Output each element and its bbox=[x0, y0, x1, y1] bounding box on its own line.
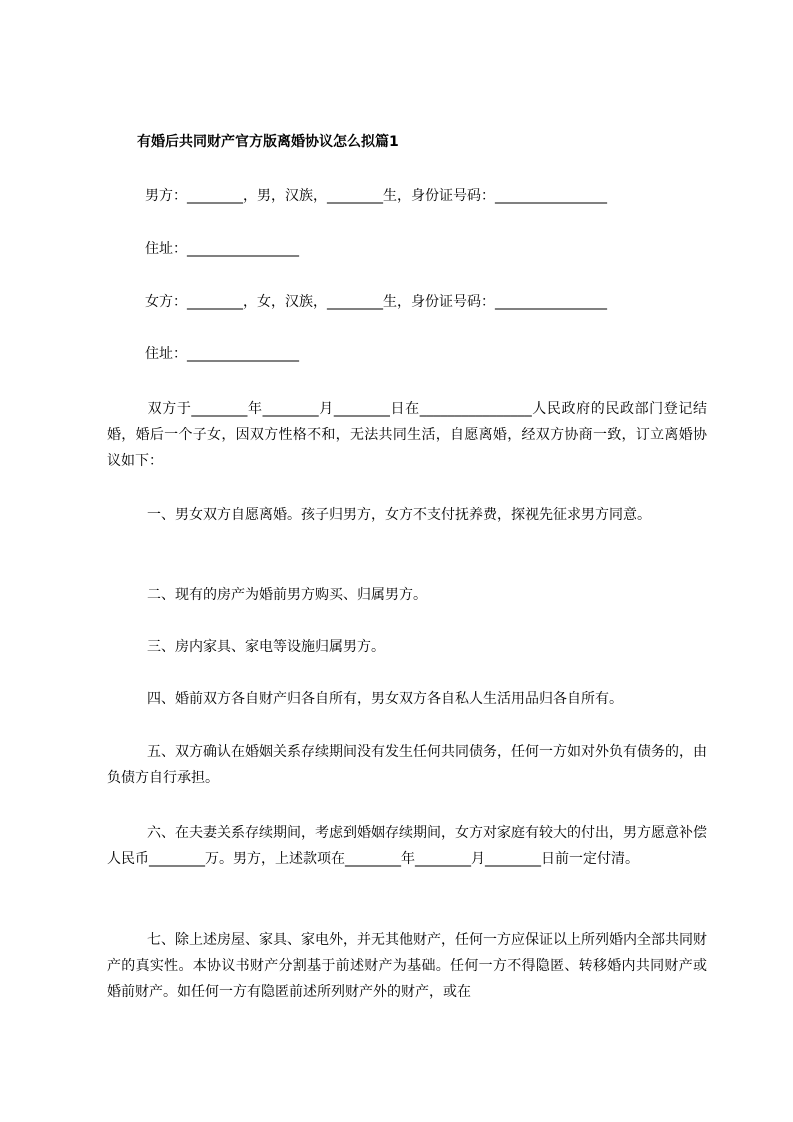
clause-1-text: 一、男女双方自愿离婚。孩子归男方，女方不支付抚养费，探视先征求男方同意。 bbox=[147, 507, 651, 523]
male-party-line: 男方：________，男，汉族，________生，身份证号码：________________ bbox=[145, 188, 607, 204]
clause-6 bbox=[107, 820, 707, 872]
clause-4-text: 四、婚前双方各自财产归各自所有，男女双方各自私人生活用品归各自所有。 bbox=[147, 691, 623, 707]
clause-4 bbox=[107, 686, 707, 712]
clause-2-text: 二、现有的房产为婚前男方购买、归属男方。 bbox=[147, 587, 427, 603]
clause-3-text: 三、房内家具、家电等设施归属男方。 bbox=[147, 639, 385, 655]
clause-5-text: 五、双方确认在婚姻关系存续期间没有发生任何共同债务，任何一方如对外负有债务的，由负债方自行承担。 bbox=[107, 744, 707, 786]
clause-6-text: 六、在夫妻关系存续期间，考虑到婚姻存续期间，女方对家庭有较大的付出，男方愿意补偿人民币________万。男方，上述款项在________年________月________日前一定付清。 bbox=[107, 825, 707, 867]
female-party-line: 女方：________，女，汉族，________生，身份证号码：________________ bbox=[145, 294, 607, 310]
clause-3 bbox=[107, 634, 707, 660]
document-title: 有婚后共同财产官方版离婚协议怎么拟篇1 bbox=[137, 134, 399, 150]
clause-2 bbox=[107, 582, 707, 608]
clause-7 bbox=[107, 927, 707, 1005]
male-address-line: 住址：________________ bbox=[145, 241, 299, 257]
intro-paragraph bbox=[107, 396, 707, 474]
intro-text: 双方于________年________月________日在________________人民政府的民政部门登记结婚，婚后一个子女，因双方性格不和，无法共同生活，自愿离婚，经双方协商一致，订立离婚协议如下： bbox=[107, 401, 707, 469]
clause-1 bbox=[107, 502, 707, 528]
clause-7-text: 七、除上述房屋、家具、家电外，并无其他财产，任何一方应保证以上所列婚内全部共同财产的真实性。本协议书财产分割基于前述财产为基础。任何一方不得隐匿、转移婚内共同财产或婚前财产。如任何一方有隐匿前述所列财产外的财产，或在 bbox=[107, 932, 707, 1000]
clause-5 bbox=[107, 739, 707, 791]
female-address-line: 住址：________________ bbox=[145, 346, 299, 362]
